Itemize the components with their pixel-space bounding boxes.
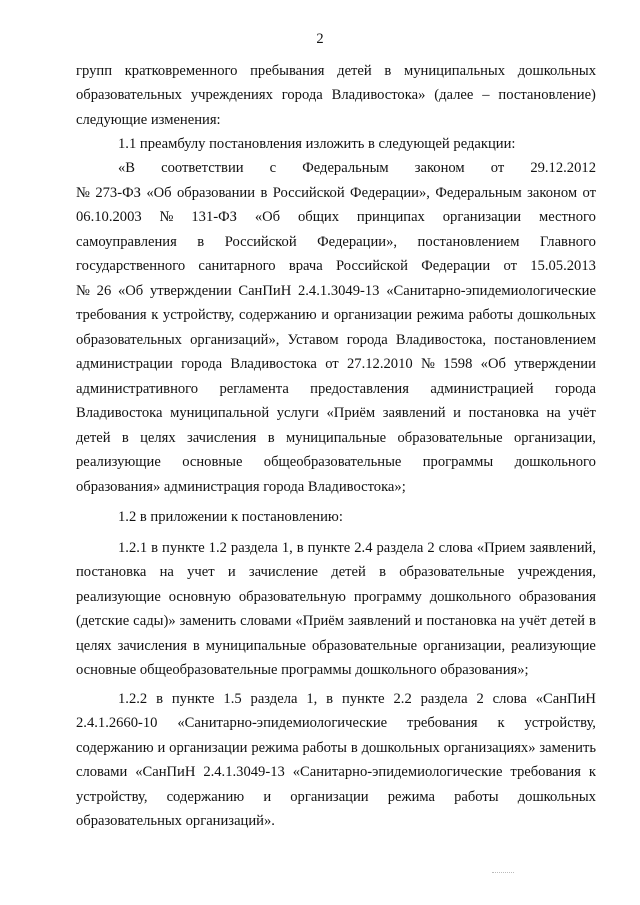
word: в bbox=[156, 691, 163, 707]
word: организациях» bbox=[443, 740, 536, 756]
word: Уставом bbox=[287, 332, 339, 348]
word: образовательную bbox=[238, 589, 346, 605]
word: «Приём bbox=[295, 613, 345, 629]
word: «Об bbox=[117, 283, 144, 299]
word: реализующие bbox=[76, 589, 161, 605]
body-line bbox=[76, 330, 596, 350]
word: 1.2 bbox=[208, 540, 227, 556]
body-line bbox=[118, 158, 596, 178]
word: общеобразовательные bbox=[263, 454, 402, 470]
word: Федерации bbox=[421, 258, 491, 274]
word: пребывания bbox=[250, 63, 325, 79]
word: предоставления bbox=[310, 381, 409, 397]
word: 06.10.2003 bbox=[76, 209, 142, 225]
word: утверждении bbox=[514, 356, 596, 372]
word: режима bbox=[416, 307, 464, 323]
word: 1.2.1 bbox=[118, 540, 148, 556]
body-line: образовательных организаций». bbox=[76, 813, 275, 829]
word: слова bbox=[492, 691, 527, 707]
word: от bbox=[325, 356, 339, 372]
word: словами bbox=[240, 613, 292, 629]
word: в bbox=[384, 63, 392, 79]
word: 2.4 bbox=[354, 540, 373, 556]
word: Владивостока, bbox=[395, 332, 486, 348]
word: от bbox=[582, 185, 596, 201]
word: учреждения, bbox=[517, 564, 596, 580]
word: раздела bbox=[420, 691, 468, 707]
body-line bbox=[76, 281, 596, 301]
word: к bbox=[497, 715, 505, 731]
word: Федеральным bbox=[302, 160, 389, 176]
word: словами bbox=[76, 764, 128, 780]
word: Российской bbox=[272, 185, 345, 201]
word: в bbox=[267, 430, 275, 446]
word: 1, bbox=[281, 540, 293, 556]
word: зачисления bbox=[117, 638, 187, 654]
word: с bbox=[269, 160, 277, 176]
word: «Об bbox=[146, 185, 172, 201]
word: дошкольных bbox=[361, 740, 440, 756]
word: детей bbox=[76, 430, 111, 446]
word: 2 bbox=[476, 691, 484, 707]
word: и bbox=[321, 307, 330, 323]
body-line bbox=[118, 538, 596, 558]
word: дошкольных bbox=[517, 789, 596, 805]
word: на bbox=[159, 564, 174, 580]
word: групп bbox=[76, 63, 113, 79]
word: государственного bbox=[76, 258, 186, 274]
word: учет bbox=[187, 564, 215, 580]
word: услуги bbox=[276, 405, 319, 421]
word: 15.05.2013 bbox=[530, 258, 596, 274]
word: 1.5 bbox=[223, 691, 242, 707]
word: работы bbox=[454, 789, 499, 805]
word: основные bbox=[182, 454, 243, 470]
word: регламента bbox=[219, 381, 289, 397]
word: организации, bbox=[513, 430, 596, 446]
word: в bbox=[260, 185, 268, 201]
word: администрацией bbox=[430, 381, 534, 397]
word: 1598 bbox=[443, 356, 473, 372]
word: 2.2 bbox=[393, 691, 412, 707]
word: местного bbox=[538, 209, 596, 225]
word: 1.2.2 bbox=[118, 691, 148, 707]
word: и bbox=[263, 789, 272, 805]
word: раздела bbox=[250, 691, 298, 707]
word: (детские bbox=[76, 613, 130, 629]
word: от bbox=[490, 160, 505, 176]
word: «СанПиН bbox=[135, 764, 196, 780]
word: Российской bbox=[224, 234, 297, 250]
word: заявлений bbox=[347, 613, 411, 629]
word: слова bbox=[438, 540, 473, 556]
word: организации, bbox=[423, 638, 506, 654]
body-line bbox=[76, 379, 596, 399]
word: Федеральным bbox=[435, 185, 522, 201]
word: Владивостока bbox=[230, 356, 317, 372]
word: в bbox=[192, 638, 200, 654]
body-line bbox=[118, 689, 596, 709]
word: образовательных bbox=[76, 87, 182, 103]
word: пункте bbox=[307, 540, 351, 556]
word: зачисление bbox=[248, 564, 319, 580]
word: 2 bbox=[427, 540, 435, 556]
word: администрации bbox=[76, 356, 173, 372]
word: режима bbox=[251, 740, 299, 756]
word: 27.12.2010 bbox=[346, 356, 413, 372]
word: Российской bbox=[336, 258, 408, 274]
word: Федерации», bbox=[317, 234, 398, 250]
word: врача bbox=[288, 258, 323, 274]
word: в bbox=[588, 613, 596, 629]
body-line bbox=[76, 256, 596, 276]
word: «Прием bbox=[476, 540, 526, 556]
word: учреждениях bbox=[190, 87, 273, 103]
word: № bbox=[76, 283, 90, 299]
word: «Санитарно-эпидемиологические bbox=[386, 283, 596, 299]
body-line bbox=[76, 428, 596, 448]
word: № bbox=[420, 356, 435, 372]
word: дошкольного bbox=[429, 589, 512, 605]
word: «Санитарно-эпидемиологические bbox=[292, 764, 503, 780]
body-line bbox=[76, 787, 596, 807]
word: на bbox=[546, 405, 561, 421]
word: требования bbox=[510, 764, 581, 780]
scan-artifact bbox=[492, 862, 514, 873]
word: «Приём bbox=[326, 405, 376, 421]
body-line bbox=[76, 713, 596, 733]
word: (далее bbox=[434, 87, 474, 103]
word: «СанПиН bbox=[535, 691, 596, 707]
word: от bbox=[503, 258, 517, 274]
word: к bbox=[151, 307, 159, 323]
word: 2.4.1.2660-10 bbox=[76, 715, 158, 731]
word: к bbox=[588, 764, 596, 780]
word: постановка bbox=[76, 564, 147, 580]
word: основную bbox=[168, 589, 231, 605]
word: муниципальной bbox=[170, 405, 270, 421]
word: в bbox=[121, 430, 129, 446]
word: постановление) bbox=[498, 87, 596, 103]
word: в bbox=[326, 691, 334, 707]
body-line bbox=[76, 452, 596, 472]
word: реализующие bbox=[76, 454, 161, 470]
body-line bbox=[76, 562, 596, 582]
word: кратковременного bbox=[124, 63, 238, 79]
word: заменить bbox=[179, 613, 237, 629]
body-line bbox=[76, 305, 596, 325]
body-line: образования» администрация города Владивостока»; bbox=[76, 479, 406, 495]
word: в bbox=[197, 234, 205, 250]
word: города bbox=[346, 332, 388, 348]
word: муниципальные bbox=[285, 430, 387, 446]
word: самоуправления bbox=[76, 234, 177, 250]
body-line bbox=[76, 232, 596, 252]
word: Федерации», bbox=[350, 185, 430, 201]
word: законом bbox=[414, 160, 465, 176]
word: постановлением bbox=[417, 234, 520, 250]
word: учёт bbox=[518, 613, 547, 629]
word: и bbox=[414, 613, 423, 629]
word: «Об bbox=[480, 356, 506, 372]
word: образовании bbox=[176, 185, 256, 201]
body-line: 1.2 в приложении к постановлению: bbox=[118, 509, 343, 525]
body-line: 1.1 преамбулу постановления изложить в следующей редакции: bbox=[118, 136, 516, 152]
word: устройству, bbox=[76, 789, 148, 805]
word: пункте bbox=[341, 691, 385, 707]
word: в bbox=[296, 540, 304, 556]
word: санитарного bbox=[198, 258, 276, 274]
body-line: следующие изменения: bbox=[76, 112, 221, 128]
body-line bbox=[76, 738, 596, 758]
body-line: основные общеобразовательные программы дошкольного образования»; bbox=[76, 662, 529, 678]
word: административного bbox=[76, 381, 199, 397]
word: организации bbox=[169, 740, 248, 756]
word: образовательные bbox=[311, 638, 418, 654]
word: общих bbox=[297, 209, 340, 225]
word: образовательные bbox=[399, 564, 505, 580]
word: организации bbox=[442, 209, 522, 225]
word: организации bbox=[290, 789, 369, 805]
word: утверждении bbox=[149, 283, 232, 299]
word: образовательных bbox=[76, 332, 182, 348]
word: реализующие bbox=[511, 638, 596, 654]
word: СанПиН bbox=[238, 283, 292, 299]
word: заявлений bbox=[382, 405, 446, 421]
word: детей bbox=[331, 564, 366, 580]
word: в bbox=[151, 540, 159, 556]
body-line bbox=[76, 183, 596, 203]
word: содержанию bbox=[239, 307, 317, 323]
word: на bbox=[500, 613, 516, 629]
word: учёт bbox=[568, 405, 596, 421]
word: устройству, bbox=[524, 715, 596, 731]
word: дошкольного bbox=[514, 454, 596, 470]
word: целях bbox=[76, 638, 112, 654]
word: требования bbox=[76, 307, 147, 323]
word: «Об bbox=[254, 209, 281, 225]
word: 26 bbox=[96, 283, 112, 299]
body-line bbox=[76, 403, 596, 423]
word: организаций», bbox=[190, 332, 280, 348]
word: целях bbox=[140, 430, 176, 446]
word: «В bbox=[118, 160, 136, 176]
word: образования bbox=[519, 589, 596, 605]
word: и bbox=[157, 740, 166, 756]
word: программу bbox=[353, 589, 422, 605]
word: муниципальных bbox=[404, 63, 506, 79]
body-line bbox=[76, 61, 596, 81]
word: постановлением bbox=[494, 332, 596, 348]
word: города bbox=[181, 356, 223, 372]
word: раздела bbox=[230, 540, 278, 556]
body-line bbox=[76, 85, 596, 105]
word: Главного bbox=[539, 234, 596, 250]
word: 29.12.2012 bbox=[530, 160, 596, 176]
word: содержанию bbox=[166, 789, 245, 805]
page-number: 2 bbox=[316, 31, 324, 47]
word: в bbox=[350, 740, 358, 756]
word: «Санитарно-эпидемиологические bbox=[177, 715, 388, 731]
word: содержанию bbox=[76, 740, 154, 756]
word: 2.4.1.3049-13 bbox=[203, 764, 285, 780]
word: сады)» bbox=[133, 613, 176, 629]
body-line bbox=[76, 587, 596, 607]
word: зачисления bbox=[187, 430, 257, 446]
word: – bbox=[482, 87, 490, 103]
word: и bbox=[227, 564, 236, 580]
word: дошкольных bbox=[517, 63, 596, 79]
word: 273-ФЗ bbox=[95, 185, 141, 201]
word: № bbox=[159, 209, 174, 225]
word: и bbox=[453, 405, 461, 421]
word: организации bbox=[333, 307, 413, 323]
body-line bbox=[76, 611, 596, 631]
word: программы bbox=[422, 454, 494, 470]
word: заменить bbox=[539, 740, 596, 756]
word: города bbox=[281, 87, 323, 103]
word: заявлений, bbox=[529, 540, 596, 556]
word: дошкольных bbox=[517, 307, 596, 323]
word: раздела bbox=[376, 540, 424, 556]
word: 131-ФЗ bbox=[191, 209, 237, 225]
word: устройству, bbox=[162, 307, 235, 323]
word: 2.4.1.3049-13 bbox=[297, 283, 380, 299]
body-line bbox=[76, 354, 596, 374]
word: Владивостока bbox=[76, 405, 163, 421]
word: муниципальные bbox=[205, 638, 307, 654]
word: принципах bbox=[356, 209, 425, 225]
word: работы bbox=[468, 307, 514, 323]
word: соответствии bbox=[161, 160, 244, 176]
word: режима bbox=[387, 789, 435, 805]
word: постановка bbox=[468, 405, 539, 421]
word: детей bbox=[550, 613, 585, 629]
body-line bbox=[76, 762, 596, 782]
word: детей bbox=[337, 63, 372, 79]
word: № bbox=[76, 185, 90, 201]
word: 1, bbox=[306, 691, 318, 707]
word: требования bbox=[407, 715, 478, 731]
word: в bbox=[379, 564, 386, 580]
body-line bbox=[76, 636, 596, 656]
word: пункте bbox=[171, 691, 215, 707]
word: законом bbox=[527, 185, 578, 201]
word: города bbox=[554, 381, 596, 397]
word: Владивостока» bbox=[331, 87, 426, 103]
word: пункте bbox=[162, 540, 205, 556]
word: образовательные bbox=[397, 430, 503, 446]
word: постановка bbox=[426, 613, 497, 629]
word: работы bbox=[302, 740, 347, 756]
body-line bbox=[76, 207, 596, 227]
